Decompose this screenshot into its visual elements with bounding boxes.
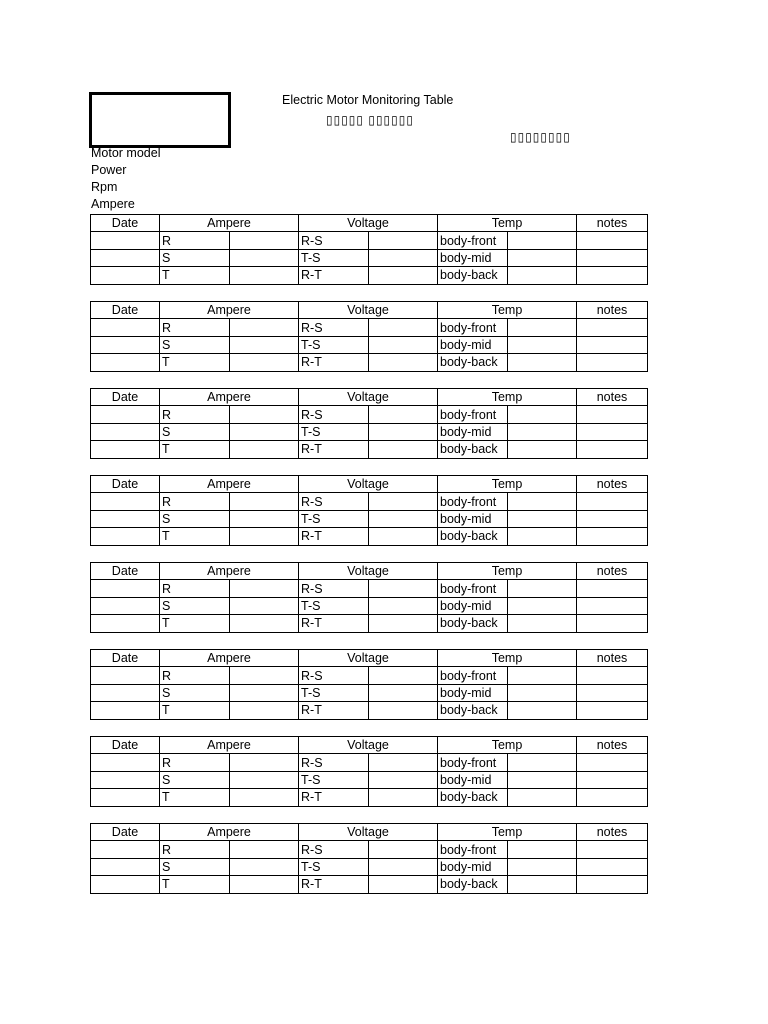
temp-value-cell[interactable] [508, 858, 577, 875]
phase-label: R [160, 754, 230, 771]
temp-value-cell[interactable] [508, 249, 577, 266]
voltage-value-cell[interactable] [369, 580, 438, 597]
temp-location-label: body-front [438, 406, 508, 423]
notes-cell[interactable] [577, 406, 648, 423]
phase-label: T [160, 441, 230, 458]
voltage-value-cell[interactable] [369, 841, 438, 858]
header-voltage: Voltage [299, 476, 438, 493]
header-voltage: Voltage [299, 563, 438, 580]
voltage-value-cell[interactable] [369, 510, 438, 527]
notes-cell[interactable] [577, 667, 648, 684]
notes-cell[interactable] [577, 354, 648, 371]
date-cell[interactable] [91, 580, 160, 597]
temp-value-cell[interactable] [508, 510, 577, 527]
ampere-value-cell[interactable] [230, 771, 299, 788]
voltage-value-cell[interactable] [369, 754, 438, 771]
header-date: Date [91, 824, 160, 841]
temp-location-label: body-mid [438, 249, 508, 266]
temp-value-cell[interactable] [508, 841, 577, 858]
monitoring-table [90, 562, 648, 633]
ampere-value-cell[interactable] [230, 684, 299, 701]
ampere-value-cell[interactable] [230, 441, 299, 458]
table-row [91, 249, 648, 266]
notes-cell[interactable] [577, 336, 648, 353]
phase-label: R [160, 406, 230, 423]
header-ampere: Ampere [160, 389, 299, 406]
header-notes: notes [577, 650, 648, 667]
voltage-value-cell[interactable] [369, 267, 438, 284]
header-notes: notes [577, 563, 648, 580]
voltage-value-cell[interactable] [369, 702, 438, 719]
ampere-value-cell[interactable] [230, 858, 299, 875]
phase-label: R [160, 319, 230, 336]
voltage-pair-label: T-S [299, 336, 369, 353]
header-temp: Temp [438, 302, 577, 319]
notes-cell[interactable] [577, 249, 648, 266]
ampere-value-cell[interactable] [230, 841, 299, 858]
header-date: Date [91, 215, 160, 232]
table-row [91, 580, 648, 597]
header-ampere: Ampere [160, 563, 299, 580]
temp-value-cell[interactable] [508, 528, 577, 545]
ampere-value-cell[interactable] [230, 754, 299, 771]
ampere-value-cell[interactable] [230, 580, 299, 597]
temp-value-cell[interactable] [508, 319, 577, 336]
temp-value-cell[interactable] [508, 354, 577, 371]
date-cell[interactable] [91, 876, 160, 893]
table-header-row [91, 302, 648, 319]
ampere-value-cell[interactable] [230, 667, 299, 684]
notes-cell[interactable] [577, 754, 648, 771]
temp-value-cell[interactable] [508, 876, 577, 893]
ampere-value-cell[interactable] [230, 876, 299, 893]
temp-location-label: body-front [438, 580, 508, 597]
motor-model-label: Motor model [91, 146, 161, 160]
ampere-value-cell[interactable] [230, 615, 299, 632]
date-cell[interactable] [91, 510, 160, 527]
date-cell[interactable] [91, 702, 160, 719]
header-date: Date [91, 563, 160, 580]
voltage-value-cell[interactable] [369, 319, 438, 336]
date-cell[interactable] [91, 354, 160, 371]
header-temp: Temp [438, 650, 577, 667]
table-row [91, 789, 648, 806]
phase-label: S [160, 684, 230, 701]
header-voltage: Voltage [299, 389, 438, 406]
table-row [91, 771, 648, 788]
header-ampere: Ampere [160, 476, 299, 493]
phase-label: T [160, 789, 230, 806]
notes-cell[interactable] [577, 841, 648, 858]
temp-location-label: body-mid [438, 771, 508, 788]
voltage-pair-label: R-S [299, 667, 369, 684]
temp-location-label: body-front [438, 319, 508, 336]
header-date: Date [91, 650, 160, 667]
temp-location-label: body-back [438, 354, 508, 371]
ampere-value-cell[interactable] [230, 267, 299, 284]
table-row [91, 702, 648, 719]
header-temp: Temp [438, 215, 577, 232]
table-row [91, 336, 648, 353]
voltage-pair-label: R-T [299, 267, 369, 284]
notes-cell[interactable] [577, 684, 648, 701]
table-row [91, 319, 648, 336]
phase-label: S [160, 771, 230, 788]
logo-placeholder-box [89, 92, 231, 148]
voltage-pair-label: R-S [299, 319, 369, 336]
temp-location-label: body-front [438, 232, 508, 249]
table-header-row [91, 215, 648, 232]
notes-cell[interactable] [577, 858, 648, 875]
voltage-pair-label: R-T [299, 354, 369, 371]
phase-label: S [160, 510, 230, 527]
notes-cell[interactable] [577, 423, 648, 440]
voltage-pair-label: T-S [299, 771, 369, 788]
voltage-pair-label: T-S [299, 684, 369, 701]
monitoring-table [90, 214, 648, 285]
ampere-value-cell[interactable] [230, 510, 299, 527]
ampere-value-cell[interactable] [230, 319, 299, 336]
table-row [91, 510, 648, 527]
voltage-value-cell[interactable] [369, 615, 438, 632]
temp-value-cell[interactable] [508, 684, 577, 701]
notes-cell[interactable] [577, 267, 648, 284]
phase-label: T [160, 615, 230, 632]
header-ampere: Ampere [160, 824, 299, 841]
voltage-pair-label: R-S [299, 580, 369, 597]
date-cell[interactable] [91, 754, 160, 771]
page-subtitle: ▯▯▯▯▯ ▯▯▯▯▯▯ [326, 113, 414, 127]
phase-label: S [160, 597, 230, 614]
monitoring-table [90, 301, 648, 372]
voltage-pair-label: R-T [299, 789, 369, 806]
date-cell[interactable] [91, 493, 160, 510]
temp-location-label: body-back [438, 702, 508, 719]
header-temp: Temp [438, 824, 577, 841]
voltage-value-cell[interactable] [369, 858, 438, 875]
ampere-value-cell[interactable] [230, 249, 299, 266]
header-voltage: Voltage [299, 824, 438, 841]
notes-cell[interactable] [577, 510, 648, 527]
phase-label: R [160, 580, 230, 597]
table-header-row [91, 650, 648, 667]
table-row [91, 667, 648, 684]
voltage-pair-label: R-S [299, 232, 369, 249]
ampere-value-cell[interactable] [230, 702, 299, 719]
header-ampere: Ampere [160, 650, 299, 667]
monitoring-table [90, 388, 648, 459]
table-row [91, 441, 648, 458]
temp-location-label: body-front [438, 841, 508, 858]
phase-label: T [160, 702, 230, 719]
voltage-pair-label: T-S [299, 510, 369, 527]
temp-location-label: body-front [438, 754, 508, 771]
voltage-pair-label: R-S [299, 754, 369, 771]
voltage-value-cell[interactable] [369, 876, 438, 893]
table-row [91, 354, 648, 371]
temp-value-cell[interactable] [508, 493, 577, 510]
voltage-pair-label: T-S [299, 423, 369, 440]
table-row [91, 597, 648, 614]
header-ampere: Ampere [160, 737, 299, 754]
date-cell[interactable] [91, 336, 160, 353]
voltage-value-cell[interactable] [369, 493, 438, 510]
ampere-label: Ampere [91, 197, 135, 211]
phase-label: S [160, 249, 230, 266]
voltage-value-cell[interactable] [369, 232, 438, 249]
voltage-value-cell[interactable] [369, 441, 438, 458]
voltage-pair-label: R-T [299, 528, 369, 545]
date-cell[interactable] [91, 441, 160, 458]
temp-value-cell[interactable] [508, 441, 577, 458]
temp-location-label: body-back [438, 441, 508, 458]
header-date: Date [91, 389, 160, 406]
phase-label: T [160, 876, 230, 893]
monitoring-table [90, 649, 648, 720]
date-cell[interactable] [91, 684, 160, 701]
temp-value-cell[interactable] [508, 406, 577, 423]
notes-cell[interactable] [577, 580, 648, 597]
header-notes: notes [577, 476, 648, 493]
phase-label: T [160, 528, 230, 545]
temp-location-label: body-mid [438, 597, 508, 614]
voltage-pair-label: T-S [299, 249, 369, 266]
temp-location-label: body-back [438, 528, 508, 545]
temp-value-cell[interactable] [508, 267, 577, 284]
header-date: Date [91, 737, 160, 754]
notes-cell[interactable] [577, 771, 648, 788]
notes-cell[interactable] [577, 232, 648, 249]
phase-label: R [160, 841, 230, 858]
ampere-value-cell[interactable] [230, 232, 299, 249]
voltage-pair-label: T-S [299, 597, 369, 614]
temp-location-label: body-mid [438, 423, 508, 440]
phase-label: S [160, 336, 230, 353]
temp-value-cell[interactable] [508, 597, 577, 614]
header-ampere: Ampere [160, 215, 299, 232]
voltage-pair-label: R-T [299, 615, 369, 632]
header-voltage: Voltage [299, 650, 438, 667]
table-header-row [91, 389, 648, 406]
notes-cell[interactable] [577, 319, 648, 336]
voltage-value-cell[interactable] [369, 684, 438, 701]
page-title: Electric Motor Monitoring Table [282, 93, 454, 107]
table-row [91, 232, 648, 249]
monitoring-table [90, 823, 648, 894]
monitoring-table [90, 475, 648, 546]
temp-location-label: body-back [438, 876, 508, 893]
voltage-pair-label: R-T [299, 876, 369, 893]
temp-value-cell[interactable] [508, 754, 577, 771]
header-date: Date [91, 476, 160, 493]
temp-location-label: body-mid [438, 336, 508, 353]
phase-label: S [160, 858, 230, 875]
notes-cell[interactable] [577, 789, 648, 806]
ampere-value-cell[interactable] [230, 493, 299, 510]
table-header-row [91, 824, 648, 841]
table-header-row [91, 476, 648, 493]
temp-location-label: body-back [438, 267, 508, 284]
ampere-value-cell[interactable] [230, 789, 299, 806]
temp-location-label: body-mid [438, 858, 508, 875]
header-voltage: Voltage [299, 737, 438, 754]
header-notes: notes [577, 824, 648, 841]
date-cell[interactable] [91, 858, 160, 875]
notes-cell[interactable] [577, 493, 648, 510]
date-cell[interactable] [91, 771, 160, 788]
temp-location-label: body-back [438, 615, 508, 632]
table-row [91, 754, 648, 771]
temp-value-cell[interactable] [508, 771, 577, 788]
header-temp: Temp [438, 563, 577, 580]
voltage-value-cell[interactable] [369, 667, 438, 684]
date-cell[interactable] [91, 423, 160, 440]
phase-label: R [160, 232, 230, 249]
voltage-value-cell[interactable] [369, 423, 438, 440]
date-cell[interactable] [91, 615, 160, 632]
header-temp: Temp [438, 476, 577, 493]
header-temp: Temp [438, 389, 577, 406]
date-cell[interactable] [91, 232, 160, 249]
voltage-pair-label: R-T [299, 441, 369, 458]
temp-location-label: body-mid [438, 684, 508, 701]
table-row [91, 493, 648, 510]
notes-cell[interactable] [577, 876, 648, 893]
voltage-pair-label: R-S [299, 841, 369, 858]
table-row [91, 615, 648, 632]
temp-value-cell[interactable] [508, 702, 577, 719]
date-cell[interactable] [91, 841, 160, 858]
date-cell[interactable] [91, 528, 160, 545]
voltage-value-cell[interactable] [369, 249, 438, 266]
date-cell[interactable] [91, 249, 160, 266]
ampere-value-cell[interactable] [230, 406, 299, 423]
notes-cell[interactable] [577, 597, 648, 614]
table-row [91, 267, 648, 284]
header-date: Date [91, 302, 160, 319]
ampere-value-cell[interactable] [230, 423, 299, 440]
temp-value-cell[interactable] [508, 336, 577, 353]
voltage-pair-label: R-T [299, 702, 369, 719]
date-cell[interactable] [91, 319, 160, 336]
page-subtitle-secondary: ▯▯▯▯▯▯▯▯ [510, 130, 571, 144]
voltage-value-cell[interactable] [369, 336, 438, 353]
voltage-value-cell[interactable] [369, 597, 438, 614]
power-label: Power [91, 163, 127, 177]
ampere-value-cell[interactable] [230, 336, 299, 353]
temp-value-cell[interactable] [508, 789, 577, 806]
voltage-value-cell[interactable] [369, 771, 438, 788]
phase-label: R [160, 667, 230, 684]
temp-location-label: body-front [438, 493, 508, 510]
date-cell[interactable] [91, 406, 160, 423]
header-notes: notes [577, 389, 648, 406]
header-voltage: Voltage [299, 302, 438, 319]
date-cell[interactable] [91, 667, 160, 684]
table-row [91, 858, 648, 875]
phase-label: T [160, 354, 230, 371]
header-voltage: Voltage [299, 215, 438, 232]
voltage-pair-label: T-S [299, 858, 369, 875]
voltage-value-cell[interactable] [369, 789, 438, 806]
temp-value-cell[interactable] [508, 232, 577, 249]
ampere-value-cell[interactable] [230, 597, 299, 614]
phase-label: S [160, 423, 230, 440]
date-cell[interactable] [91, 789, 160, 806]
phase-label: R [160, 493, 230, 510]
notes-cell[interactable] [577, 528, 648, 545]
date-cell[interactable] [91, 597, 160, 614]
table-row [91, 841, 648, 858]
voltage-pair-label: R-S [299, 406, 369, 423]
temp-location-label: body-front [438, 667, 508, 684]
header-notes: notes [577, 302, 648, 319]
table-header-row [91, 563, 648, 580]
table-row [91, 528, 648, 545]
temp-value-cell[interactable] [508, 615, 577, 632]
header-temp: Temp [438, 737, 577, 754]
header-ampere: Ampere [160, 302, 299, 319]
table-row [91, 876, 648, 893]
date-cell[interactable] [91, 267, 160, 284]
ampere-value-cell[interactable] [230, 354, 299, 371]
notes-cell[interactable] [577, 702, 648, 719]
voltage-pair-label: R-S [299, 493, 369, 510]
voltage-value-cell[interactable] [369, 406, 438, 423]
temp-location-label: body-mid [438, 510, 508, 527]
ampere-value-cell[interactable] [230, 528, 299, 545]
monitoring-table [90, 736, 648, 807]
table-header-row [91, 737, 648, 754]
table-row [91, 684, 648, 701]
notes-cell[interactable] [577, 615, 648, 632]
temp-value-cell[interactable] [508, 667, 577, 684]
table-row [91, 406, 648, 423]
notes-cell[interactable] [577, 441, 648, 458]
rpm-label: Rpm [91, 180, 118, 194]
temp-value-cell[interactable] [508, 423, 577, 440]
temp-value-cell[interactable] [508, 580, 577, 597]
voltage-value-cell[interactable] [369, 528, 438, 545]
header-notes: notes [577, 737, 648, 754]
temp-location-label: body-back [438, 789, 508, 806]
phase-label: T [160, 267, 230, 284]
voltage-value-cell[interactable] [369, 354, 438, 371]
header-notes: notes [577, 215, 648, 232]
table-row [91, 423, 648, 440]
